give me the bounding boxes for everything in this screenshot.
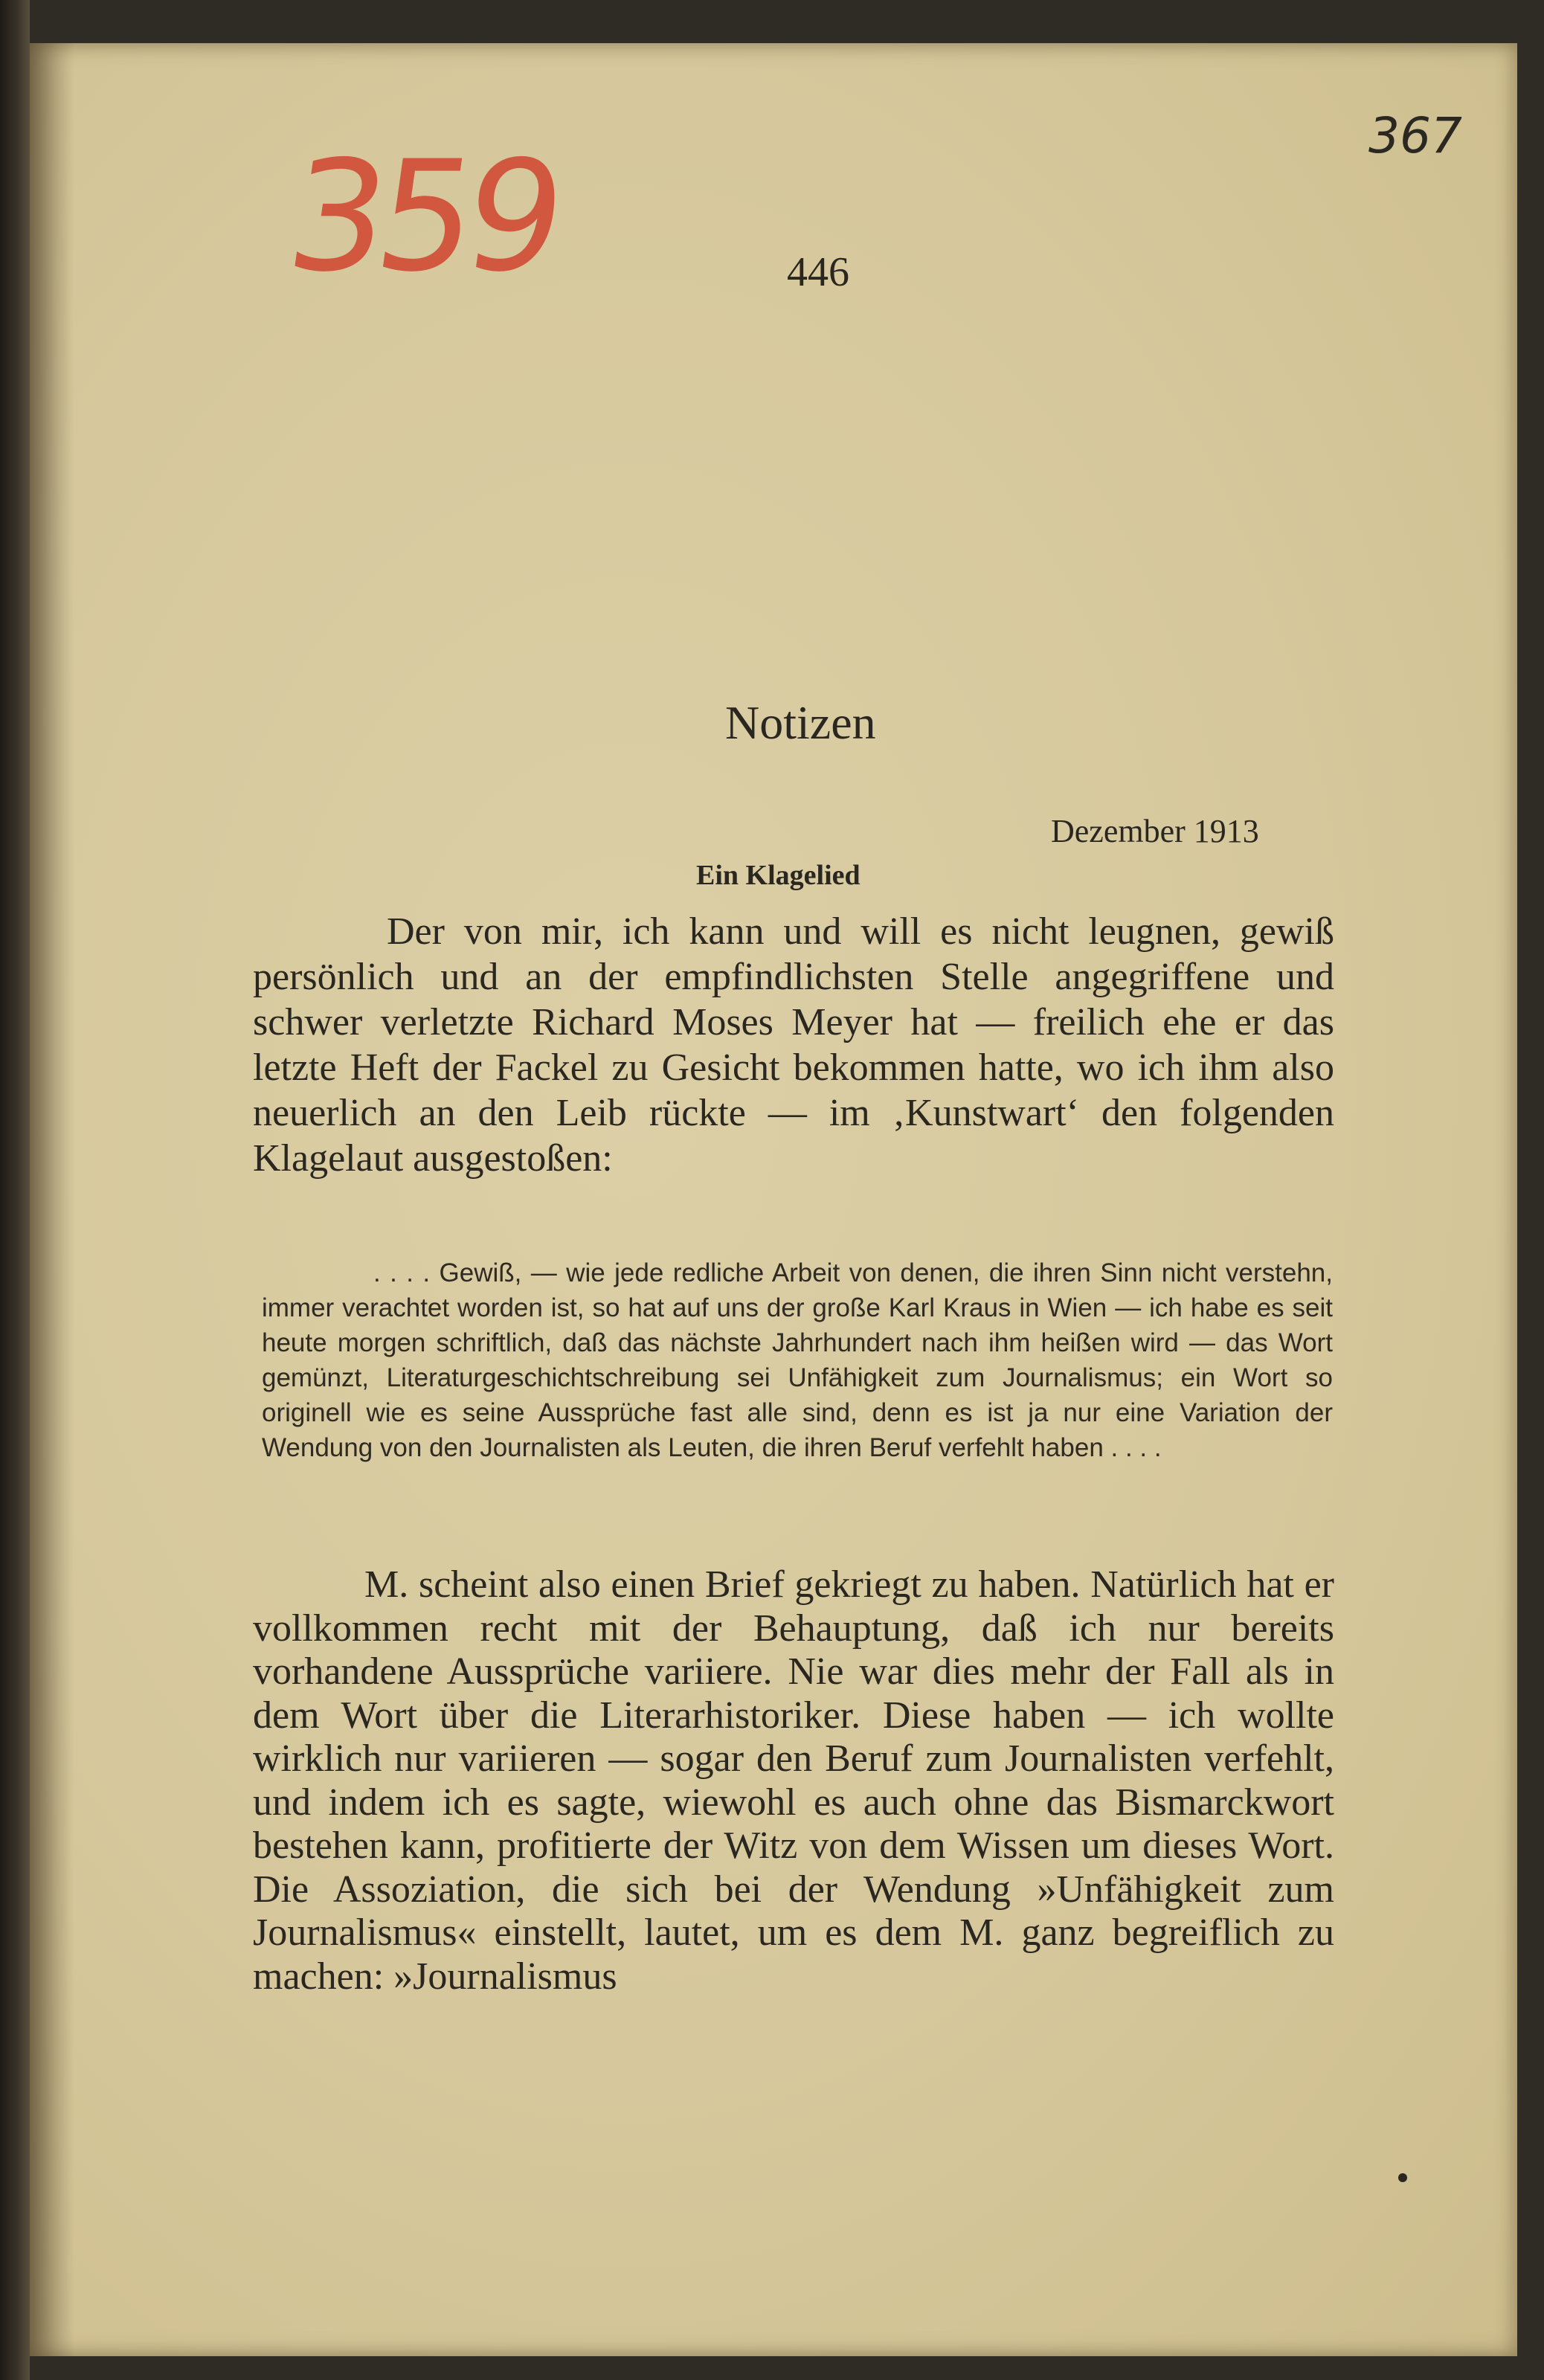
article-subtitle: Ein Klagelied xyxy=(696,860,861,891)
paragraph-2: M. scheint also einen Brief gekriegt zu haben. Natürlich hat er vollkommen recht mit der Behauptung, daß ich nur bereits vorhandene Aussprüche variiere. Nie war dies mehr der Fall als in dem Wort über die Literarhistoriker. Diese haben — ich wollte wirklich nur variieren — sogar den Beruf zum Journalisten verfehlt, und indem ich es sagte, wiewohl es auch ohne das Bismarckwort bestehen kann, profitierte der Witz von dem Wissen um dieses Wort. Die Assoziation, die sich bei der Wendung »Unfähigkeit zum Journalismus« einstellt, lautet, um es dem M. ganz begreiflich zu machen: »Journalismus xyxy=(253,1563,1334,1998)
book-page xyxy=(30,43,1517,2356)
paragraph-1: Der von mir, ich kann und will es nicht leugnen, gewiß persönlich und an der empfindlichsten Stelle angegriffene und schwer verletzte Richard Moses Meyer hat — freilich ehe er das letzte Heft der Fackel zu Gesicht bekommen hatte, wo ich ihm also neuerlich an den Leib rückte — im ‚Kunstwart‘ den folgenden Klagelaut ausgestoßen: xyxy=(253,910,1334,1180)
section-title: Notizen xyxy=(725,696,876,749)
page-number: 446 xyxy=(787,249,849,295)
book-cover-edge xyxy=(0,0,30,2380)
archive-number: 367 xyxy=(1368,107,1462,164)
block-quote: . . . . Gewiß, — wie jede redliche Arbeit von denen, die ihren Sinn nicht verstehn, immer verachtet worden ist, so hat auf uns der große Karl Kraus in Wien — ich habe es seit heute morgen schriftlich, daß das nächste Jahrhundert nach ihm heißen wird — das Wort gemünzt, Literaturgeschichtschreibung sei Unfähigkeit zum Journalismus; ein Wort so originell wie es seine Aussprüche fast alle sind, denn es ist ja nur eine Variation der Wendung von den Journalisten als Leuten, die ihren Beruf verfehlt haben . . . . xyxy=(262,1258,1333,1462)
section-date: Dezember 1913 xyxy=(1051,813,1259,849)
spine-shadow xyxy=(30,43,74,2356)
red-stamp-number: 359 xyxy=(277,129,567,306)
ink-dot xyxy=(1398,2173,1407,2182)
